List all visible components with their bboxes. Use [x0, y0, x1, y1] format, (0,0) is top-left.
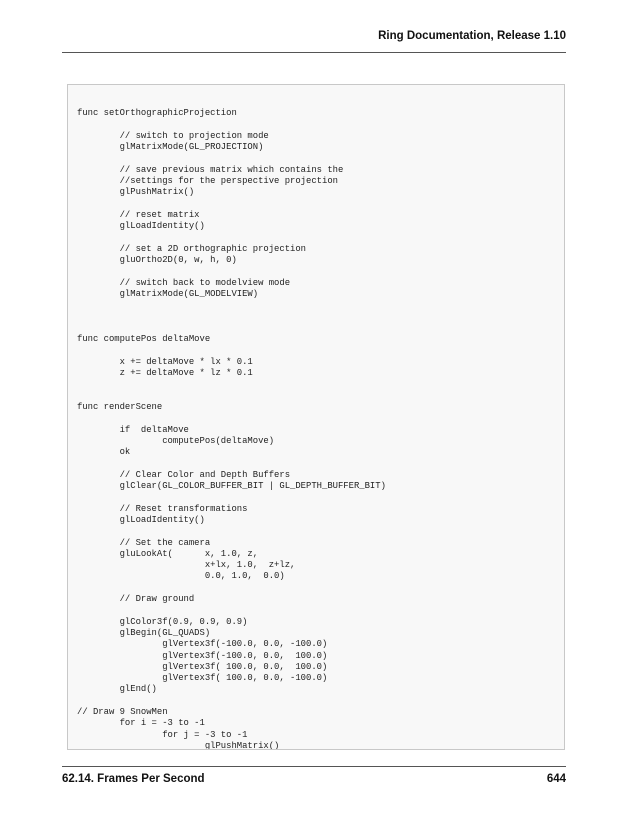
code-line: [77, 346, 386, 357]
code-line: ok: [77, 447, 131, 458]
code-block: [67, 84, 565, 750]
code-line: glMatrixMode(GL_PROJECTION): [77, 142, 264, 153]
code-line: glVertex3f(-100.0, 0.0, -100.0): [77, 639, 328, 650]
running-header-title: Ring Documentation, Release 1.10: [378, 30, 566, 42]
code-line: [77, 312, 386, 323]
code-line: // Reset transformations: [77, 503, 248, 514]
code-line: func renderScene: [77, 402, 163, 413]
code-line: glPushMatrix(): [77, 740, 280, 750]
code-line: [77, 413, 386, 424]
code-line: [77, 300, 386, 311]
code-line: 0.0, 1.0, 0.0): [77, 571, 285, 582]
code-line: glBegin(GL_QUADS): [77, 627, 211, 638]
code-line: glClear(GL_COLOR_BUFFER_BIT | GL_DEPTH_BUFFER_BIT): [77, 481, 386, 492]
code-line: [77, 97, 386, 108]
code-line: [77, 199, 386, 210]
code-line: func setOrthographicProjection: [77, 108, 237, 119]
code-line: // Clear Color and Depth Buffers: [77, 469, 291, 480]
code-line: [77, 323, 386, 334]
code-line: [77, 391, 386, 402]
code-line: [77, 266, 386, 277]
code-line: glEnd(): [77, 684, 157, 695]
code-line: glPushMatrix(): [77, 187, 195, 198]
code-line: [77, 605, 386, 616]
code-line: // save previous matrix which contains the: [77, 164, 344, 175]
code-line: for i = -3 to -1: [77, 718, 205, 729]
code-line: x+lx, 1.0, z+lz,: [77, 560, 296, 571]
code-line: gluOrtho2D(0, w, h, 0): [77, 255, 237, 266]
code-line: z += deltaMove * lz * 0.1: [77, 368, 253, 379]
footer-divider: [62, 766, 566, 767]
code-line: [77, 233, 386, 244]
code-line: // switch back to modelview mode: [77, 277, 291, 288]
code-line: if deltaMove: [77, 424, 189, 435]
code-line: // set a 2D orthographic projection: [77, 243, 307, 254]
code-line: [77, 379, 386, 390]
code-line: glVertex3f(-100.0, 0.0, 100.0): [77, 650, 328, 661]
code-line: for j = -3 to -1: [77, 729, 248, 740]
code-line: [77, 492, 386, 503]
code-lines: [77, 97, 386, 750]
footer-section-title: 62.14. Frames Per Second: [62, 773, 205, 785]
code-line: [77, 120, 386, 131]
code-line: glVertex3f( 100.0, 0.0, -100.0): [77, 673, 328, 684]
code-line: // Draw 9 SnowMen: [77, 707, 168, 718]
code-line: x += deltaMove * lx * 0.1: [77, 356, 253, 367]
code-line: [77, 696, 386, 707]
code-line: // Draw ground: [77, 594, 195, 605]
code-line: glLoadIdentity(): [77, 514, 205, 525]
code-line: [77, 153, 386, 164]
code-line: glVertex3f( 100.0, 0.0, 100.0): [77, 661, 328, 672]
code-line: // reset matrix: [77, 209, 200, 220]
code-line: [77, 459, 386, 470]
page-number: 644: [546, 773, 566, 785]
code-line: func computePos deltaMove: [77, 334, 211, 345]
code-line: // switch to projection mode: [77, 130, 269, 141]
code-line: computePos(deltaMove): [77, 435, 275, 446]
code-line: glLoadIdentity(): [77, 221, 205, 232]
code-line: glMatrixMode(GL_MODELVIEW): [77, 289, 259, 300]
code-line: gluLookAt( x, 1.0, z,: [77, 548, 259, 559]
code-line: [77, 526, 386, 537]
code-line: //settings for the perspective projection: [77, 176, 338, 187]
code-line: glColor3f(0.9, 0.9, 0.9): [77, 616, 248, 627]
code-line: // Set the camera: [77, 537, 211, 548]
code-line: [77, 583, 386, 594]
header-divider: [62, 52, 566, 53]
